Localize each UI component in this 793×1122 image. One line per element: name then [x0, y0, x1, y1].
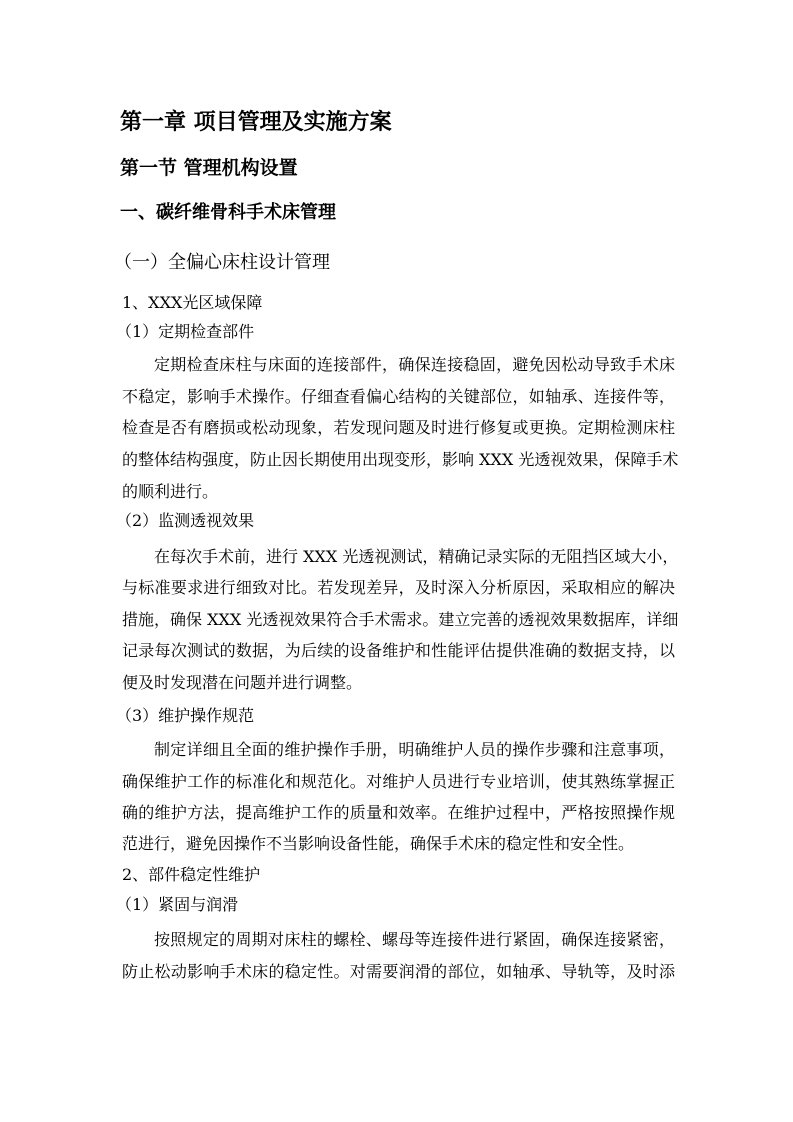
paragraph-line: 制定详细且全面的维护操作手册，明确维护人员的操作步骤和注意事项， [154, 740, 675, 759]
subitem-heading: （1）定期检查部件 [116, 322, 255, 341]
paragraph-line: 防止松动影响手术床的稳定性。对需要润滑的部位，如轴承、导轨等，及时添 [122, 962, 675, 981]
subsection-title: 一、碳纤维骨科手术床管理 [120, 202, 336, 223]
paragraph-line: 定期检查床柱与床面的连接部件，确保连接稳固，避免因松动导致手术床 [154, 355, 675, 374]
paragraph-line: 确保维护工作的标准化和规范化。对维护人员进行专业培训，使其熟练掌握正 [122, 772, 675, 791]
section-title: 第一节 管理机构设置 [120, 157, 298, 179]
topic-title: （一）全偏心床柱设计管理 [114, 252, 330, 273]
paragraph-line: 便及时发现潜在问题并进行调整。 [122, 673, 363, 692]
chapter-title: 第一章 项目管理及实施方案 [120, 109, 392, 135]
subitem-heading: （1）紧固与润滑 [116, 895, 239, 914]
paragraph-line: 范进行，避免因操作不当影响设备性能，确保手术床的稳定性和安全性。 [122, 834, 635, 853]
item-heading: 1、XXX光区域保障 [122, 293, 263, 312]
paragraph-line: 按照规定的周期对床柱的螺栓、螺母等连接件进行紧固，确保连接紧密， [154, 930, 675, 949]
subitem-heading: （2）监测透视效果 [116, 511, 255, 530]
paragraph-line: 与标准要求进行细致对比。若发现差异，及时深入分析原因，采取相应的解决 [122, 578, 675, 597]
paragraph-line: 确的维护方法，提高维护工作的质量和效率。在维护过程中，严格按照操作规 [122, 803, 675, 822]
paragraph-line: 措施，确保 XXX 光透视效果符合手术需求。建立完善的透视效果数据库，详细 [122, 610, 679, 629]
item-heading: 2、部件稳定性维护 [122, 865, 261, 884]
subitem-heading: （3）维护操作规范 [116, 706, 255, 725]
paragraph-line: 在每次手术前，进行 XXX 光透视测试，精确记录实际的无阻挡区域大小， [154, 547, 679, 566]
paragraph-line: 检查是否有磨损或松动现象，若发现问题及时进行修复或更换。定期检测床柱 [122, 418, 675, 437]
paragraph-line: 的整体结构强度，防止因长期使用出现变形，影响 XXX 光透视效果，保障手术 [122, 450, 679, 469]
paragraph-line: 的顺利进行。 [122, 482, 219, 501]
paragraph-line: 记录每次测试的数据，为后续的设备维护和性能评估提供准确的数据支持，以 [122, 641, 675, 660]
paragraph-line: 不稳定，影响手术操作。仔细查看偏心结构的关键部位，如轴承、连接件等， [122, 387, 675, 406]
